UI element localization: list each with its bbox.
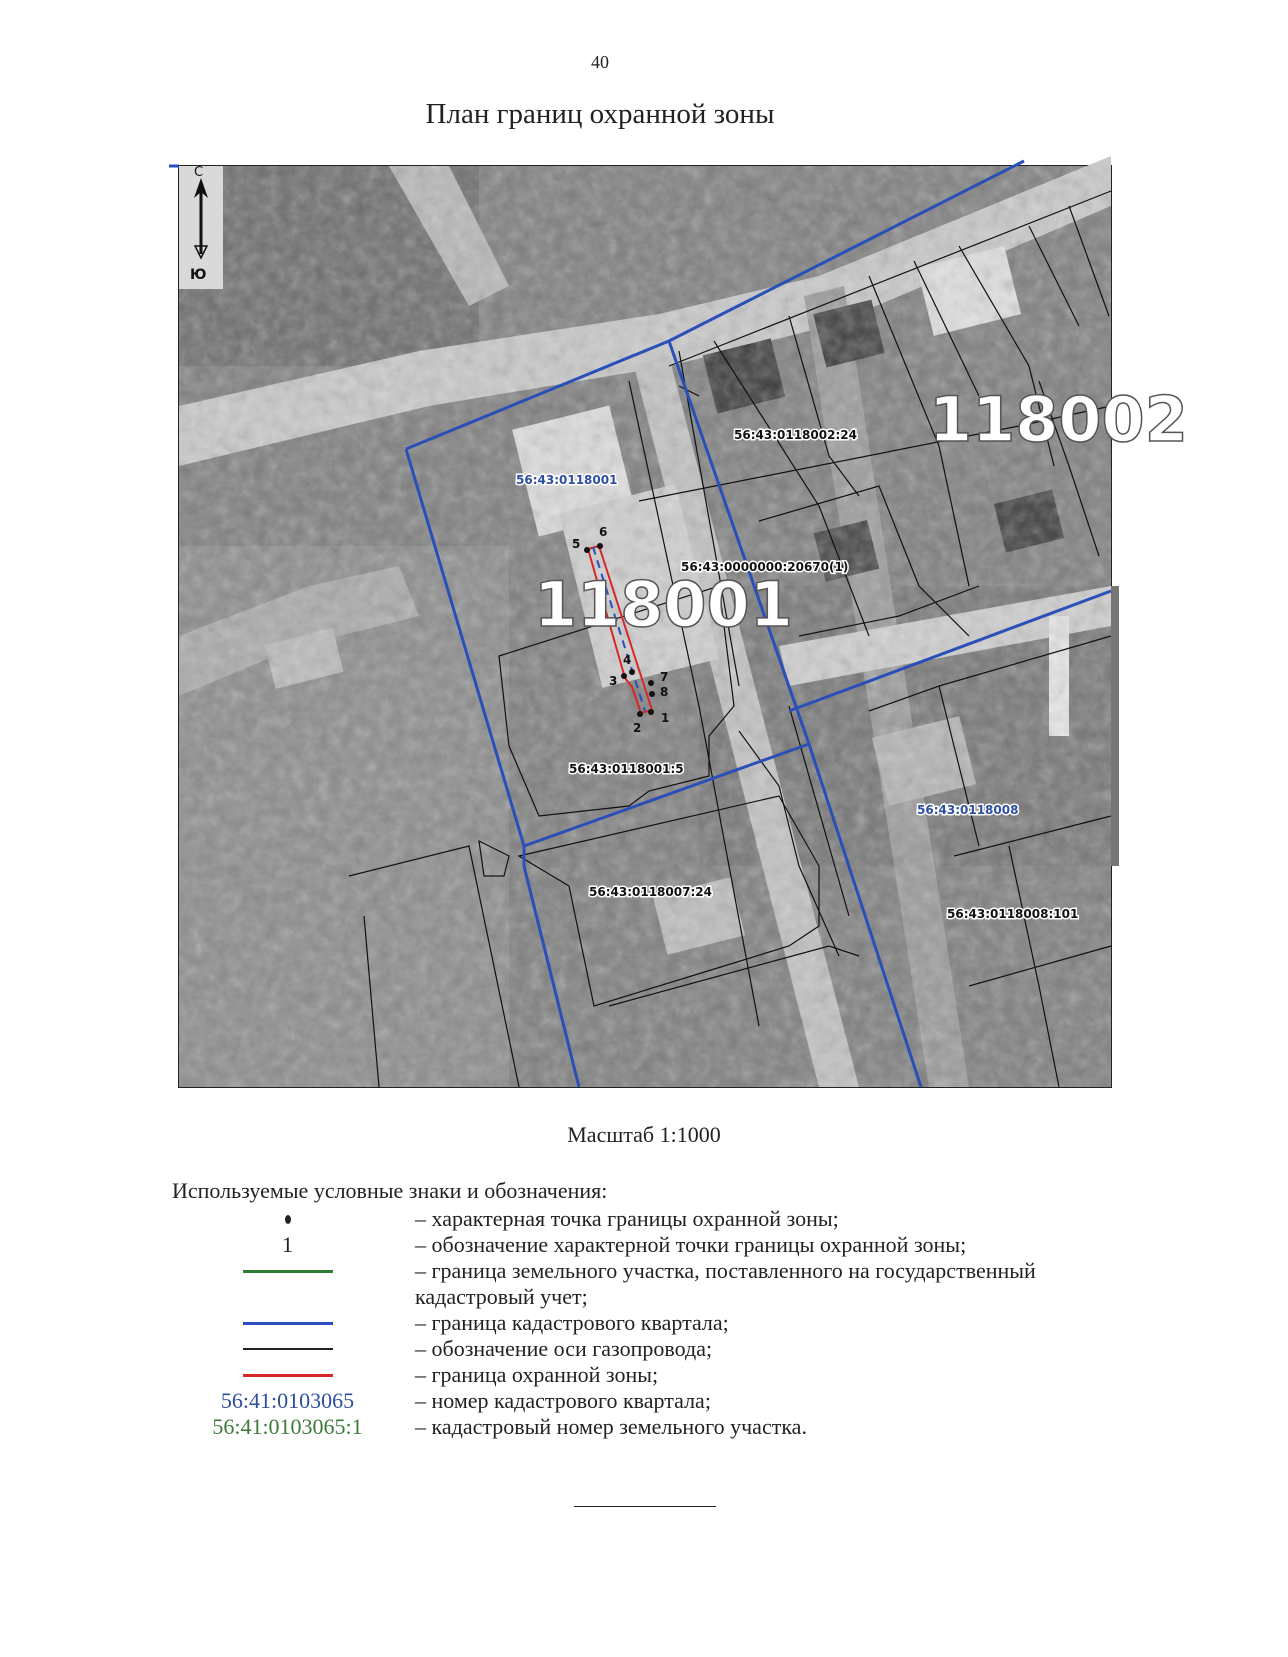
map-frame <box>178 165 1188 1088</box>
bottom-rule <box>574 1506 716 1507</box>
point-1 <box>648 709 654 715</box>
legend-row <box>195 1362 1115 1388</box>
label-quarter-118001: 56:43:0118001 <box>516 473 618 487</box>
blue-line-icon <box>195 1310 380 1336</box>
north-arrow-icon <box>179 165 223 289</box>
label-parcel-118008-101: 56:43:0118008:101 <box>947 907 1079 921</box>
point-5 <box>584 547 590 553</box>
point-dot-icon <box>195 1206 380 1232</box>
label-quarter-118008: 56:43:0118008 <box>917 803 1019 817</box>
legend-text: – характерная точка границы охранной зоны; <box>415 1206 839 1231</box>
map-scale: Масштаб 1:1000 <box>567 1122 721 1147</box>
point-label-7: 7 <box>660 670 669 684</box>
legend-text: – граница кадастрового квартала; <box>415 1310 729 1335</box>
legend-text: – номер кадастрового квартала; <box>415 1388 711 1413</box>
point-label-4: 4 <box>623 653 632 667</box>
legend-row <box>195 1258 1115 1310</box>
point-label-5: 5 <box>572 537 581 551</box>
label-parcel-20670: 56:43:0000000:20670(1) <box>681 560 849 574</box>
parcel-number-sample: 56:41:0103065:1 <box>212 1414 363 1439</box>
legend-title: Используемые условные знаки и обозначения: <box>172 1178 608 1203</box>
compass-north: С <box>194 165 204 180</box>
compass-south: Ю <box>190 267 207 283</box>
quarter-number-sample: 56:41:0103065 <box>220 1388 355 1413</box>
point-label-6: 6 <box>599 525 608 539</box>
legend-text: – обозначение характерной точки границы охранной зоны; <box>415 1232 967 1257</box>
legend-row <box>195 1206 1115 1232</box>
page-number: 40 <box>591 52 609 72</box>
point-label-1: 1 <box>661 711 670 725</box>
point-label-3: 3 <box>609 674 618 688</box>
point-7 <box>648 680 654 686</box>
point-4 <box>629 669 635 675</box>
legend-text: – кадастровый номер земельного участка. <box>415 1414 807 1439</box>
legend-text: – граница охранной зоны; <box>415 1362 659 1387</box>
point-2 <box>637 711 643 717</box>
green-line-icon <box>195 1258 380 1284</box>
page-title: План границ охранной зоны <box>425 98 775 130</box>
red-line-icon <box>195 1362 380 1388</box>
legend-row <box>195 1414 1115 1440</box>
point-label-2: 2 <box>633 721 642 735</box>
label-parcel-118007-24: 56:43:0118007:24 <box>589 885 712 899</box>
legend-text: – граница земельного участка, поставленного на государственный кадастровый учет; <box>415 1258 1036 1309</box>
quarter-number-118002: 118002 <box>929 383 1188 456</box>
legend <box>195 1206 1115 1440</box>
label-parcel-118001-5: 56:43:0118001:5 <box>569 762 684 776</box>
point-8 <box>649 691 655 697</box>
point-label-8: 8 <box>660 685 669 699</box>
legend-row <box>195 1336 1115 1362</box>
point-number-symbol: 1 <box>282 1232 293 1257</box>
legend-text: – обозначение оси газопровода; <box>415 1336 713 1361</box>
quarter-number-118001: 118001 <box>534 568 793 641</box>
point-3 <box>621 673 627 679</box>
cadastral-map <box>179 165 1188 1087</box>
legend-row <box>195 1310 1115 1336</box>
legend-row <box>195 1388 1115 1414</box>
point-6 <box>597 543 603 549</box>
legend-row <box>195 1232 1115 1258</box>
black-line-icon <box>195 1336 380 1362</box>
label-parcel-118002-24: 56:43:0118002:24 <box>734 428 857 442</box>
